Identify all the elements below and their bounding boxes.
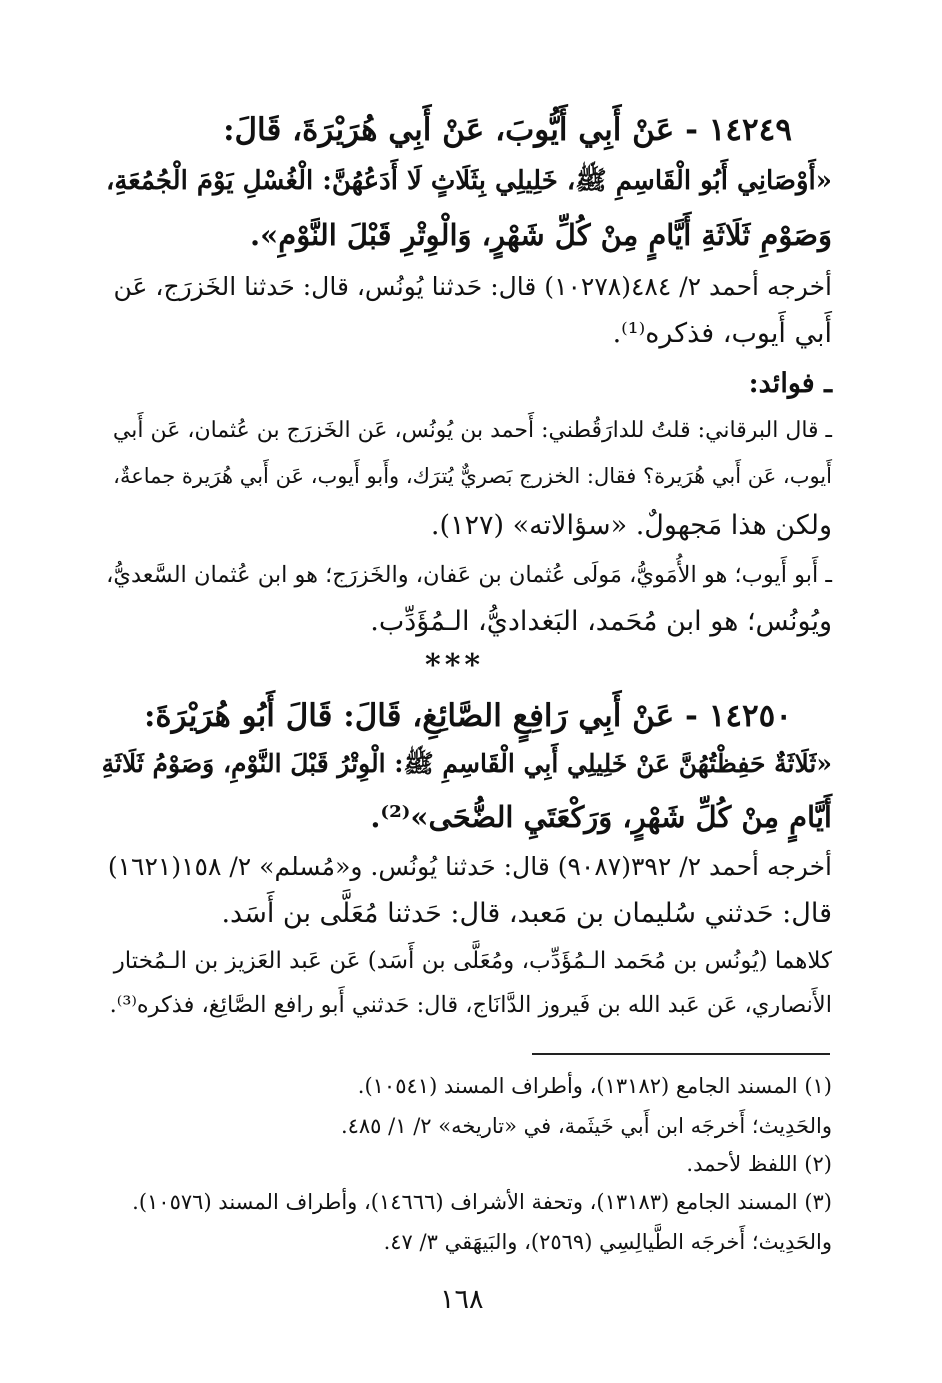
- footnote-line: (٣) المسند الجامع (١٣١٨٣)، وتحفة الأشراف (١٤٦٦٦)، وأطراف المسند (١٠٥٧٦).: [132, 1190, 832, 1214]
- takhrij-line: كلاهما (يُونُس بن مُحَمد الـمُؤَدِّب، ومُعَلَّى بن أَسَد) عَن عَبد العَزيز بن الـمُختار: [113, 948, 832, 974]
- takhrij-line: الأَنصاري، عَن عَبد الله بن فَيروز الدَّانَاج، قال: حَدثني أَبو رافع الصَّائِغ، فذكره⁽³⁾.: [109, 992, 832, 1018]
- takhrij-line: أخرجه أحمد ٢/ ٣٩٢(٩٠٨٧) قال: حَدثنا يُونُس. و«مُسلم» ٢/ ١٥٨(١٦٢١): [107, 852, 832, 881]
- hadith-heading: ١٤٢٤٩ - عَنْ أَبِي أَيُّوبَ، عَنْ أَبِي هُرَيْرَةَ، قَالَ:: [223, 112, 792, 148]
- fawaid-line: ـ أَبو أَيوب؛ هو الأُمَويُّ، مَولَى عُثمان بن عَفان، والخَزرَج؛ هو ابن عُثمان السَّعديُّ،: [106, 562, 832, 588]
- fawaid-line: ويُونُس؛ هو ابن مُحَمد، البَغداديُّ، الـمُؤَدِّب.: [370, 606, 832, 637]
- hadith-heading: ١٤٢٥٠ - عَنْ أَبِي رَافِعٍ الصَّائِغِ، قَالَ: قَالَ أَبُو هُرَيْرَةَ:: [143, 698, 792, 734]
- fawaid-heading: ـ فوائد:: [748, 368, 832, 399]
- footnote-separator: [532, 1053, 830, 1055]
- hadith-text-line: «ثَلَاثَةٌ حَفِظْتُهُنَّ عَنْ خَلِيلِي أَبِي الْقَاسِمِ ﷺ: الْوِتْرُ قَبْلَ النَّوْمِ، وَصَوْمُ ثَلَاثَةِ: [101, 749, 832, 778]
- takhrij-line: أَبي أَيوب، فذكره⁽¹⁾.: [612, 318, 832, 349]
- takhrij-line: أخرجه أحمد ٢/ ٤٨٤(١٠٢٧٨) قال: حَدثنا يُونُس، قال: حَدثنا الخَزرَج، عَن: [113, 272, 832, 301]
- fawaid-line: أَيوب، عَن أَبي هُرَيرة؟ فقال: الخزرج بَصريٌّ يُترَك، وأَبو أَيوب، عَن أَبي هُرَيرة جماعةٌ،: [113, 464, 832, 488]
- takhrij-line: قال: حَدثني سُليمان بن مَعبد، قال: حَدثنا مُعَلَّى بن أَسَد.: [221, 898, 832, 929]
- footnote-line: (٢) اللفظ لأحمد.: [686, 1152, 832, 1176]
- page-number: ١٦٨: [440, 1284, 484, 1315]
- footnote-line: (١) المسند الجامع (١٣١٨٢)، وأطراف المسند (١٠٥٤١).: [357, 1074, 832, 1098]
- section-separator-stars: ***: [425, 648, 485, 683]
- fawaid-line: ـ قال البرقاني: قلتُ للدارَقُطني: أَحمد بن يُونُس، عَن الخَزرَج بن عُثمان، عَن أَبي: [112, 418, 832, 443]
- hadith-text-line: «أَوْصَانِي أَبُو الْقَاسِمِ ﷺ، خَلِيلِي بِثَلَاثٍ لَا أَدَعُهُنَّ: الْغُسْلِ يَوْمَ الْجُمُعَةِ،: [105, 166, 832, 196]
- footnote-line: والحَدِيث؛ أَخرجَه الطَّيالِسِي (٢٥٦٩)، والبَيهَقي ٣/ ٤٧.: [383, 1230, 832, 1254]
- footnote-line: والحَدِيث؛ أَخرجَه ابن أَبي خَيثَمة، في «تاريخه» ٢/ ١/ ٤٨٥.: [340, 1114, 832, 1138]
- fawaid-line: ولكن هذا مَجهولٌ. «سؤالاته» (١٢٧).: [430, 510, 832, 541]
- hadith-text-line: وَصَوْمِ ثَلَاثَةِ أَيَّامٍ مِنْ كُلِّ شَهْرٍ، وَالْوِتْرِ قَبْلَ النَّوْمِ».: [250, 218, 832, 252]
- hadith-text-line: أَيَّامٍ مِنْ كُلِّ شَهْرٍ، وَرَكْعَتَيِ الضُّحَى»⁽²⁾.: [370, 800, 832, 834]
